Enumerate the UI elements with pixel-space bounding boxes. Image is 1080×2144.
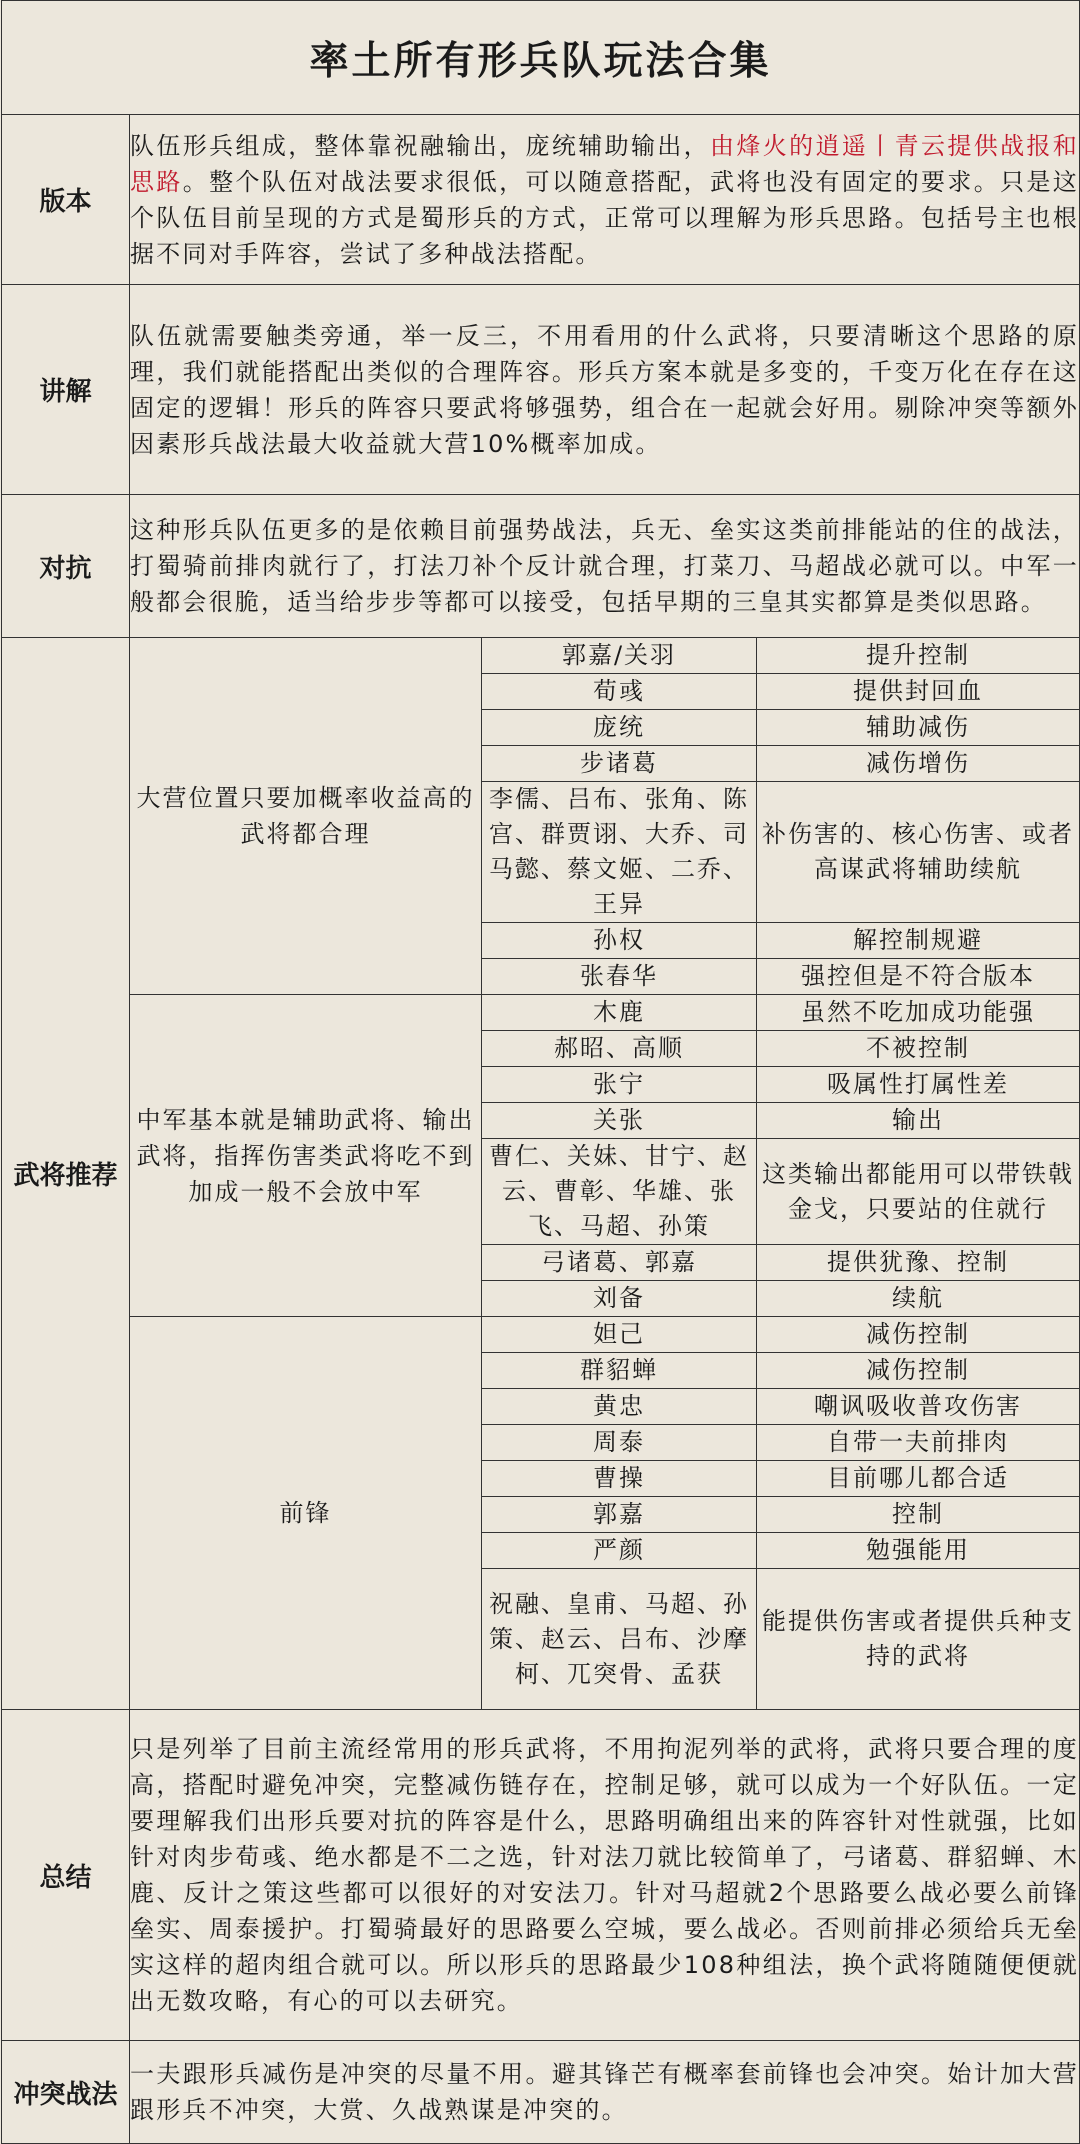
version-header: 版本 <box>2 115 130 285</box>
counter-text: 这种形兵队伍更多的是依赖目前强势战法，兵无、垒实这类前排能站的住的战法，打蜀骑前排肉就行了，打法刀补个反计就合理，打菜刀、马超战必就可以。中军一般都会很脆，适当给步步等都可以接受，包括早期的三皇其实都算是类似思路。 <box>130 495 1080 638</box>
title-row <box>2 1 1080 115</box>
conflict-header: 冲突战法 <box>2 2041 130 2144</box>
general-name: 步诸葛 <box>482 746 757 782</box>
explain-header: 讲解 <box>2 285 130 495</box>
version-text-highlight: 由烽火的逍遥丨青云提供战报和思路 <box>130 131 1079 196</box>
general-role: 减伤控制 <box>757 1353 1080 1389</box>
general-name: 刘备 <box>482 1281 757 1317</box>
explain-row <box>2 285 1080 495</box>
explain-text: 队伍就需要触类旁通，举一反三，不用看用的什么武将，只要清晰这个思路的原理，我们就能搭配出类似的合理阵容。形兵方案本就是多变的，千变万化在存在这固定的逻辑！形兵的阵容只要武将够强势，组合在一起就会好用。剔除冲突等额外因素形兵战法最大收益就大营10%概率加成。 <box>130 285 1080 495</box>
general-role: 解控制规避 <box>757 923 1080 959</box>
general-name: 郭嘉 <box>482 1497 757 1533</box>
table-row <box>2 995 1080 1031</box>
group-note-vanguard: 前锋 <box>130 1317 482 1710</box>
page-title: 率土所有形兵队玩法合集 <box>2 1 1080 115</box>
general-role: 能提供伤害或者提供兵种支持的武将 <box>757 1569 1080 1710</box>
general-role: 提升控制 <box>757 638 1080 674</box>
conflict-row <box>2 2041 1080 2144</box>
general-role: 输出 <box>757 1103 1080 1139</box>
general-role: 这类输出都能用可以带铁戟金戈，只要站的住就行 <box>757 1139 1080 1245</box>
general-name: 关张 <box>482 1103 757 1139</box>
general-role: 吸属性打属性差 <box>757 1067 1080 1103</box>
general-role: 提供犹豫、控制 <box>757 1245 1080 1281</box>
version-text-a: 队伍形兵组成，整体靠祝融输出，庞统辅助输出， <box>130 131 711 160</box>
general-name: 荀彧 <box>482 674 757 710</box>
version-text <box>130 115 1080 285</box>
general-name: 木鹿 <box>482 995 757 1031</box>
general-name: 弓诸葛、郭嘉 <box>482 1245 757 1281</box>
general-role: 补伤害的、核心伤害、或者高谋武将辅助续航 <box>757 782 1080 923</box>
general-name: 郭嘉/关羽 <box>482 638 757 674</box>
general-role: 不被控制 <box>757 1031 1080 1067</box>
version-row <box>2 115 1080 285</box>
counter-row <box>2 495 1080 638</box>
general-name: 孙权 <box>482 923 757 959</box>
general-role: 辅助减伤 <box>757 710 1080 746</box>
general-role: 减伤控制 <box>757 1317 1080 1353</box>
general-name: 李儒、吕布、张角、陈宫、群贾诩、大乔、司马懿、蔡文姬、二乔、王异 <box>482 782 757 923</box>
general-name: 曹仁、关妹、甘宁、赵云、曹彰、华雄、张飞、马超、孙策 <box>482 1139 757 1245</box>
table-row <box>2 638 1080 674</box>
general-name: 张宁 <box>482 1067 757 1103</box>
summary-header: 总结 <box>2 1710 130 2041</box>
generals-header: 武将推荐 <box>2 638 130 1710</box>
general-name: 群貂蝉 <box>482 1353 757 1389</box>
general-role: 提供封回血 <box>757 674 1080 710</box>
summary-text: 只是列举了目前主流经常用的形兵武将，不用拘泥列举的武将，武将只要合理的度高，搭配时避免冲突，完整减伤链存在，控制足够，就可以成为一个好队伍。一定要理解我们出形兵要对抗的阵容是什么，思路明确组出来的阵容针对性就强，比如针对肉步荀彧、绝水都是不二之选，针对法刀就比较简单了，弓诸葛、群貂蝉、木鹿、反计之策这些都可以很好的对安法刀。针对马超就2个思路要么战必要么前锋垒实、周泰援护。打蜀骑最好的思路要么空城，要么战必。否则前排必须给兵无垒实这样的超肉组合就可以。所以形兵的思路最少108种组法，换个武将随随便便就出无数攻略，有心的可以去研究。 <box>130 1710 1080 2041</box>
group-note-middle: 中军基本就是辅助武将、输出武将，指挥伤害类武将吃不到加成一般不会放中军 <box>130 995 482 1317</box>
general-role: 续航 <box>757 1281 1080 1317</box>
guide-table <box>1 0 1080 2144</box>
general-role: 控制 <box>757 1497 1080 1533</box>
general-role: 自带一夫前排肉 <box>757 1425 1080 1461</box>
conflict-text: 一夫跟形兵减伤是冲突的尽量不用。避其锋芒有概率套前锋也会冲突。始计加大营跟形兵不冲突，大赏、久战熟谋是冲突的。 <box>130 2041 1080 2144</box>
general-role: 嘲讽吸收普攻伤害 <box>757 1389 1080 1425</box>
general-name: 周泰 <box>482 1425 757 1461</box>
general-name: 曹操 <box>482 1461 757 1497</box>
general-name: 妲己 <box>482 1317 757 1353</box>
general-name: 严颜 <box>482 1533 757 1569</box>
group-note-camp: 大营位置只要加概率收益高的武将都合理 <box>130 638 482 995</box>
general-role: 虽然不吃加成功能强 <box>757 995 1080 1031</box>
general-name: 张春华 <box>482 959 757 995</box>
version-text-b: 。整个队伍对战法要求很低，可以随意搭配，武将也没有固定的要求。只是这个队伍目前呈现的方式是蜀形兵的方式，正常可以理解为形兵思路。包括号主也根据不同对手阵容，尝试了多种战法搭配。 <box>130 167 1080 268</box>
general-role: 减伤增伤 <box>757 746 1080 782</box>
summary-row <box>2 1710 1080 2041</box>
general-role: 勉强能用 <box>757 1533 1080 1569</box>
table-row <box>2 1317 1080 1353</box>
counter-header: 对抗 <box>2 495 130 638</box>
general-name: 郝昭、高顺 <box>482 1031 757 1067</box>
general-name: 祝融、皇甫、马超、孙策、赵云、吕布、沙摩柯、兀突骨、孟获 <box>482 1569 757 1710</box>
general-role: 强控但是不符合版本 <box>757 959 1080 995</box>
general-name: 黄忠 <box>482 1389 757 1425</box>
general-role: 目前哪儿都合适 <box>757 1461 1080 1497</box>
general-name: 庞统 <box>482 710 757 746</box>
